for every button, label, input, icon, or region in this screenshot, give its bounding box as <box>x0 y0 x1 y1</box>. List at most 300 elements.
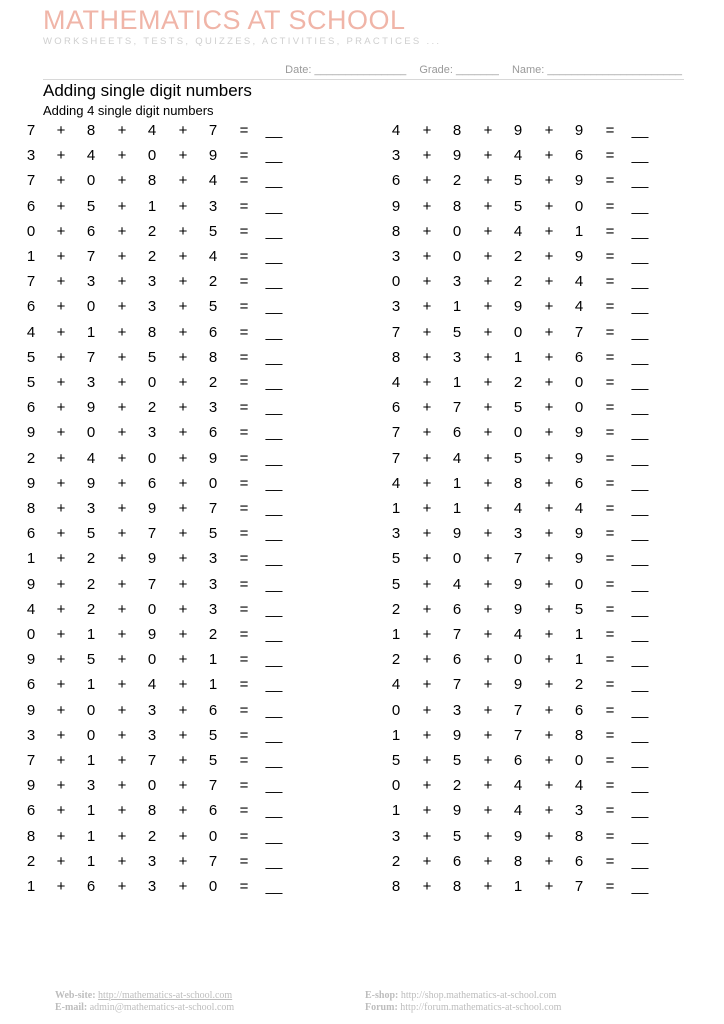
answer-blank[interactable]: __ <box>265 626 283 643</box>
addend: 0 <box>147 777 157 795</box>
plus-sign: + <box>483 701 493 719</box>
equals-sign: = <box>239 248 249 265</box>
addend: 1 <box>452 298 462 316</box>
addend: 9 <box>26 777 36 795</box>
addend: 6 <box>26 676 36 694</box>
problem-row <box>0 700 724 722</box>
problem-row <box>0 196 724 218</box>
plus-sign: + <box>544 626 554 643</box>
addend: 5 <box>574 600 584 618</box>
addend: 7 <box>208 852 218 870</box>
answer-blank[interactable]: __ <box>631 399 649 417</box>
addend: 3 <box>391 298 401 316</box>
answer-blank[interactable]: __ <box>265 550 283 568</box>
addend: 7 <box>26 122 36 139</box>
plus-sign: + <box>483 878 493 895</box>
plus-sign: + <box>544 575 554 593</box>
addend: 7 <box>391 449 401 467</box>
addend: 8 <box>147 802 157 820</box>
answer-blank[interactable]: __ <box>631 172 649 190</box>
plus-sign: + <box>117 424 127 442</box>
addend: 9 <box>513 575 523 593</box>
answer-blank[interactable]: __ <box>265 147 283 165</box>
addend: 4 <box>574 298 584 316</box>
addend: 0 <box>86 726 96 744</box>
answer-blank[interactable]: __ <box>631 550 649 568</box>
addend: 9 <box>208 147 218 165</box>
footer-website-label: Web-site: <box>55 990 96 1001</box>
addend: 3 <box>86 500 96 517</box>
answer-blank[interactable]: __ <box>265 172 283 190</box>
plus-sign: + <box>117 500 127 517</box>
addend: 9 <box>452 525 462 543</box>
plus-sign: + <box>117 298 127 316</box>
plus-sign: + <box>117 273 127 291</box>
addend: 6 <box>574 852 584 870</box>
problem-row <box>0 725 724 747</box>
addend: 1 <box>513 348 523 366</box>
addend: 9 <box>574 248 584 265</box>
equals-sign: = <box>605 726 615 744</box>
equals-sign: = <box>239 852 249 870</box>
equals-sign: = <box>239 878 249 895</box>
problem-row <box>0 120 724 142</box>
plus-sign: + <box>483 827 493 845</box>
addend: 3 <box>147 273 157 291</box>
equals-sign: = <box>239 222 249 240</box>
answer-blank[interactable]: __ <box>265 651 283 669</box>
addend: 2 <box>86 550 96 568</box>
addend: 9 <box>147 550 157 568</box>
answer-blank[interactable]: __ <box>631 777 649 795</box>
addend: 0 <box>147 374 157 391</box>
addend: 5 <box>147 348 157 366</box>
addend: 6 <box>26 197 36 215</box>
answer-blank[interactable]: __ <box>631 600 649 618</box>
brand-tagline: WORKSHEETS, TESTS, QUIZZES, ACTIVITIES, PRACTICES ... <box>43 36 442 47</box>
plus-sign: + <box>544 374 554 391</box>
plus-sign: + <box>422 122 432 139</box>
addend: 6 <box>452 852 462 870</box>
plus-sign: + <box>178 726 188 744</box>
plus-sign: + <box>178 701 188 719</box>
equals-sign: = <box>239 399 249 417</box>
addend: 2 <box>513 273 523 291</box>
addend: 9 <box>452 147 462 165</box>
addend: 3 <box>208 600 218 618</box>
addend: 0 <box>452 248 462 265</box>
addend: 0 <box>147 449 157 467</box>
plus-sign: + <box>117 626 127 643</box>
plus-sign: + <box>117 248 127 265</box>
header-divider <box>43 79 684 80</box>
answer-blank[interactable]: __ <box>631 348 649 366</box>
plus-sign: + <box>544 222 554 240</box>
plus-sign: + <box>117 374 127 391</box>
equals-sign: = <box>239 273 249 291</box>
equals-sign: = <box>239 147 249 165</box>
addend: 9 <box>26 474 36 492</box>
answer-blank[interactable]: __ <box>631 676 649 694</box>
addend: 1 <box>452 374 462 391</box>
answer-blank[interactable]: __ <box>265 575 283 593</box>
plus-sign: + <box>422 550 432 568</box>
addend: 4 <box>452 575 462 593</box>
plus-sign: + <box>56 374 66 391</box>
answer-blank[interactable]: __ <box>265 424 283 442</box>
equals-sign: = <box>239 701 249 719</box>
plus-sign: + <box>544 827 554 845</box>
addend: 5 <box>391 575 401 593</box>
problem-row <box>0 498 724 520</box>
answer-blank[interactable]: __ <box>631 575 649 593</box>
plus-sign: + <box>544 172 554 190</box>
footer-forum-link[interactable]: http://forum.mathematics-at-school.com <box>400 1002 562 1013</box>
equals-sign: = <box>239 802 249 820</box>
plus-sign: + <box>178 676 188 694</box>
plus-sign: + <box>56 399 66 417</box>
answer-blank[interactable]: __ <box>265 222 283 240</box>
answer-blank[interactable]: __ <box>265 122 283 139</box>
answer-blank[interactable]: __ <box>631 449 649 467</box>
plus-sign: + <box>178 777 188 795</box>
problem-row <box>0 800 724 822</box>
plus-sign: + <box>117 802 127 820</box>
name-blank: ______________________ <box>547 64 682 76</box>
addend: 2 <box>391 600 401 618</box>
answer-blank[interactable]: __ <box>631 147 649 165</box>
plus-sign: + <box>483 273 493 291</box>
answer-blank[interactable]: __ <box>631 197 649 215</box>
answer-blank[interactable]: __ <box>265 802 283 820</box>
plus-sign: + <box>56 676 66 694</box>
plus-sign: + <box>178 248 188 265</box>
equals-sign: = <box>605 122 615 139</box>
plus-sign: + <box>483 122 493 139</box>
answer-blank[interactable]: __ <box>265 399 283 417</box>
problem-row <box>0 221 724 243</box>
plus-sign: + <box>178 147 188 165</box>
addend: 7 <box>574 878 584 895</box>
plus-sign: + <box>56 626 66 643</box>
answer-blank[interactable]: __ <box>631 424 649 442</box>
addend: 5 <box>26 348 36 366</box>
answer-blank[interactable]: __ <box>265 600 283 618</box>
plus-sign: + <box>483 676 493 694</box>
addend: 0 <box>452 222 462 240</box>
addend: 7 <box>391 323 401 341</box>
plus-sign: + <box>117 777 127 795</box>
answer-blank[interactable]: __ <box>631 827 649 845</box>
equals-sign: = <box>605 827 615 845</box>
addend: 6 <box>208 802 218 820</box>
addend: 7 <box>452 626 462 643</box>
addend: 0 <box>574 575 584 593</box>
answer-blank[interactable]: __ <box>265 449 283 467</box>
answer-blank[interactable]: __ <box>631 222 649 240</box>
plus-sign: + <box>117 676 127 694</box>
answer-blank[interactable]: __ <box>265 676 283 694</box>
plus-sign: + <box>422 626 432 643</box>
addend: 2 <box>208 273 218 291</box>
addend: 0 <box>574 374 584 391</box>
answer-blank[interactable]: __ <box>631 500 649 517</box>
addend: 9 <box>513 298 523 316</box>
plus-sign: + <box>117 726 127 744</box>
addend: 6 <box>513 752 523 769</box>
plus-sign: + <box>178 374 188 391</box>
answer-blank[interactable]: __ <box>265 323 283 341</box>
footer-email-address[interactable]: admin@mathematics-at-school.com <box>89 1002 235 1013</box>
plus-sign: + <box>422 852 432 870</box>
addend: 4 <box>513 500 523 517</box>
addend: 1 <box>391 626 401 643</box>
plus-sign: + <box>544 449 554 467</box>
addend: 9 <box>86 399 96 417</box>
plus-sign: + <box>483 147 493 165</box>
addend: 0 <box>574 197 584 215</box>
addend: 5 <box>208 298 218 316</box>
problem-grid <box>0 120 724 920</box>
addend: 6 <box>574 701 584 719</box>
answer-blank[interactable]: __ <box>265 752 283 769</box>
plus-sign: + <box>178 323 188 341</box>
equals-sign: = <box>239 474 249 492</box>
answer-blank[interactable]: __ <box>631 273 649 291</box>
answer-blank[interactable]: __ <box>631 752 649 769</box>
addend: 7 <box>86 348 96 366</box>
answer-blank[interactable]: __ <box>631 323 649 341</box>
answer-blank[interactable]: __ <box>265 726 283 744</box>
answer-blank[interactable]: __ <box>631 122 649 139</box>
answer-blank[interactable]: __ <box>631 248 649 265</box>
plus-sign: + <box>117 399 127 417</box>
addend: 6 <box>208 701 218 719</box>
answer-blank[interactable]: __ <box>265 827 283 845</box>
plus-sign: + <box>544 852 554 870</box>
addend: 1 <box>391 802 401 820</box>
plus-sign: + <box>56 222 66 240</box>
plus-sign: + <box>422 222 432 240</box>
plus-sign: + <box>178 449 188 467</box>
addend: 1 <box>574 626 584 643</box>
plus-sign: + <box>544 701 554 719</box>
answer-blank[interactable]: __ <box>265 248 283 265</box>
problem-row <box>0 574 724 596</box>
plus-sign: + <box>56 852 66 870</box>
plus-sign: + <box>178 424 188 442</box>
answer-blank[interactable]: __ <box>631 701 649 719</box>
grade-blank: _______ <box>456 64 499 76</box>
addend: 6 <box>208 424 218 442</box>
addend: 1 <box>391 500 401 517</box>
answer-blank[interactable]: __ <box>265 852 283 870</box>
answer-blank[interactable]: __ <box>265 500 283 517</box>
problem-row <box>0 876 724 898</box>
addend: 9 <box>147 626 157 643</box>
plus-sign: + <box>117 449 127 467</box>
answer-blank[interactable]: __ <box>265 348 283 366</box>
plus-sign: + <box>178 500 188 517</box>
addend: 5 <box>513 449 523 467</box>
addend: 7 <box>208 500 218 517</box>
plus-sign: + <box>544 122 554 139</box>
addend: 0 <box>574 752 584 769</box>
footer-eshop-label: E-shop: <box>365 990 399 1001</box>
plus-sign: + <box>483 298 493 316</box>
addend: 1 <box>574 222 584 240</box>
equals-sign: = <box>239 172 249 190</box>
addend: 2 <box>208 626 218 643</box>
footer-email-label: E-mail: <box>55 1002 88 1013</box>
answer-blank[interactable]: __ <box>265 374 283 391</box>
answer-blank[interactable]: __ <box>265 777 283 795</box>
addend: 7 <box>208 122 218 139</box>
plus-sign: + <box>178 878 188 895</box>
problem-row <box>0 271 724 293</box>
answer-blank[interactable]: __ <box>265 701 283 719</box>
addend: 0 <box>513 424 523 442</box>
addend: 3 <box>147 852 157 870</box>
plus-sign: + <box>422 600 432 618</box>
worksheet-title: Adding single digit numbers <box>43 81 252 100</box>
addend: 0 <box>208 827 218 845</box>
plus-sign: + <box>422 348 432 366</box>
addend: 7 <box>147 525 157 543</box>
answer-blank[interactable]: __ <box>265 298 283 316</box>
plus-sign: + <box>544 273 554 291</box>
addend: 8 <box>452 197 462 215</box>
answer-blank[interactable]: __ <box>631 726 649 744</box>
equals-sign: = <box>605 147 615 165</box>
plus-sign: + <box>178 298 188 316</box>
plus-sign: + <box>544 248 554 265</box>
addend: 1 <box>86 323 96 341</box>
addend: 3 <box>86 777 96 795</box>
plus-sign: + <box>117 827 127 845</box>
addend: 7 <box>147 752 157 769</box>
addend: 5 <box>86 525 96 543</box>
answer-blank[interactable]: __ <box>631 651 649 669</box>
addend: 9 <box>26 424 36 442</box>
addend: 2 <box>452 172 462 190</box>
answer-blank[interactable]: __ <box>631 878 649 895</box>
problem-row <box>0 826 724 848</box>
plus-sign: + <box>178 827 188 845</box>
plus-sign: + <box>422 449 432 467</box>
equals-sign: = <box>605 323 615 341</box>
addend: 9 <box>86 474 96 492</box>
addend: 9 <box>26 575 36 593</box>
equals-sign: = <box>239 676 249 694</box>
plus-sign: + <box>483 752 493 769</box>
answer-blank[interactable]: __ <box>631 626 649 643</box>
equals-sign: = <box>605 777 615 795</box>
answer-blank[interactable]: __ <box>265 273 283 291</box>
problem-row <box>0 246 724 268</box>
plus-sign: + <box>544 878 554 895</box>
problem-row <box>0 448 724 470</box>
addend: 2 <box>208 374 218 391</box>
plus-sign: + <box>56 298 66 316</box>
answer-blank[interactable]: __ <box>265 474 283 492</box>
answer-blank[interactable]: __ <box>631 298 649 316</box>
plus-sign: + <box>483 550 493 568</box>
addend: 3 <box>86 273 96 291</box>
plus-sign: + <box>422 777 432 795</box>
addend: 1 <box>452 474 462 492</box>
plus-sign: + <box>56 752 66 769</box>
addend: 3 <box>208 575 218 593</box>
addend: 0 <box>208 878 218 895</box>
equals-sign: = <box>605 399 615 417</box>
plus-sign: + <box>422 474 432 492</box>
addend: 8 <box>452 878 462 895</box>
plus-sign: + <box>422 752 432 769</box>
addend: 3 <box>147 878 157 895</box>
addend: 0 <box>86 298 96 316</box>
addend: 6 <box>452 651 462 669</box>
addend: 8 <box>391 222 401 240</box>
answer-blank[interactable]: __ <box>265 525 283 543</box>
addend: 2 <box>86 575 96 593</box>
addend: 5 <box>86 651 96 669</box>
footer-forum <box>365 1002 561 1014</box>
equals-sign: = <box>605 701 615 719</box>
footer-eshop-link[interactable]: http://shop.mathematics-at-school.com <box>400 990 557 1001</box>
addend: 0 <box>86 701 96 719</box>
plus-sign: + <box>483 777 493 795</box>
answer-blank[interactable]: __ <box>631 474 649 492</box>
answer-blank[interactable]: __ <box>631 852 649 870</box>
plus-sign: + <box>56 550 66 568</box>
addend: 6 <box>574 474 584 492</box>
equals-sign: = <box>605 222 615 240</box>
plus-sign: + <box>178 399 188 417</box>
answer-blank[interactable]: __ <box>265 197 283 215</box>
plus-sign: + <box>422 374 432 391</box>
addend: 1 <box>86 676 96 694</box>
plus-sign: + <box>422 172 432 190</box>
addend: 9 <box>513 676 523 694</box>
plus-sign: + <box>544 777 554 795</box>
addend: 7 <box>513 726 523 744</box>
addend: 0 <box>147 600 157 618</box>
addend: 8 <box>574 726 584 744</box>
addend: 3 <box>574 802 584 820</box>
problem-row <box>0 397 724 419</box>
plus-sign: + <box>422 676 432 694</box>
plus-sign: + <box>117 651 127 669</box>
addend: 3 <box>208 550 218 568</box>
equals-sign: = <box>605 651 615 669</box>
plus-sign: + <box>56 600 66 618</box>
answer-blank[interactable]: __ <box>631 374 649 391</box>
addend: 8 <box>391 348 401 366</box>
addend: 2 <box>513 248 523 265</box>
plus-sign: + <box>544 726 554 744</box>
equals-sign: = <box>239 777 249 795</box>
answer-blank[interactable]: __ <box>631 525 649 543</box>
answer-blank[interactable]: __ <box>631 802 649 820</box>
footer-website <box>55 990 232 1002</box>
addend: 6 <box>86 222 96 240</box>
answer-blank[interactable]: __ <box>265 878 283 895</box>
addend: 3 <box>147 726 157 744</box>
footer-website-link[interactable]: http://mathematics-at-school.com <box>98 990 233 1001</box>
plus-sign: + <box>544 600 554 618</box>
plus-sign: + <box>483 626 493 643</box>
